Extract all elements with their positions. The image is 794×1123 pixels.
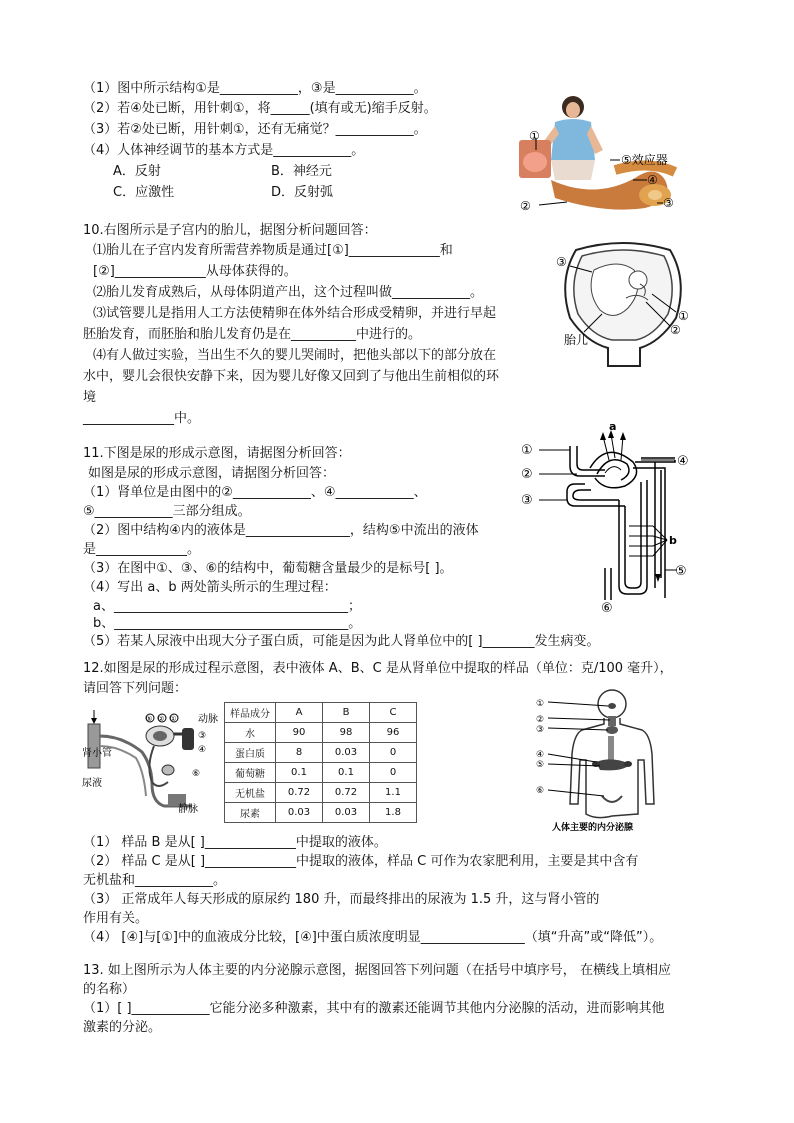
q10-line-8: 境	[83, 390, 97, 405]
fetus-label-fetus: 胎儿	[564, 333, 589, 347]
q13-title: 13. 如上图所示为人体主要的内分泌腺示意图，据图回答下列问题（在括号中填序号， 在横线上填相应	[83, 963, 671, 978]
table-cell: 1.1	[370, 783, 417, 803]
table-cell: 0	[370, 763, 417, 783]
q9-line-3: （3）若②处已断，用针刺①，还有无痛觉？____________。	[83, 122, 427, 137]
q13-line-2: （1）[ ]____________它能分泌多种激素，其中有的激素还能调节其他内分泌腺的活动，进而影响其他	[83, 1001, 665, 1016]
endocrine-label-2: ②	[536, 715, 545, 725]
table-header: B	[323, 703, 370, 723]
table-cell: 蛋白质	[225, 743, 276, 763]
nephron-label-5: ⑤	[675, 564, 687, 579]
table-cell: 尿素	[225, 803, 276, 823]
q13-line-3: 激素的分泌。	[83, 1020, 162, 1035]
sample-table	[224, 702, 417, 823]
q10-line-2: [②]______________从母体获得的。	[93, 264, 297, 279]
q10-line-6: ⑷有人做过实验，当出生不久的婴儿哭闹时，把他头部以下的部分放在	[93, 348, 497, 363]
q12-line-3: （2） 样品 C 是从[ ]______________中提取的液体，样品 C 可作为农家肥利用，主要是其中含有	[83, 854, 639, 869]
fetus-label-1: ①	[678, 309, 689, 323]
q11-line-2: （1）肾单位是由图中的②____________、④____________、	[83, 485, 427, 500]
nephron-label-1: ①	[521, 443, 533, 458]
q10-line-3: ⑵胎儿发育成熟后，从母体阴道产出，这个过程叫做____________。	[93, 285, 484, 300]
nephron-label-2: ②	[521, 467, 533, 482]
table-header-row	[225, 703, 417, 723]
endocrine-label-6: ⑥	[536, 786, 545, 796]
q12-line-5: （3） 正常成年人每天形成的原尿约 180 升，而最终排出的尿液为 1.5 升，这与肾小管的	[83, 892, 600, 907]
table-header: C	[370, 703, 417, 723]
kidney-figure	[82, 706, 220, 814]
q10-line-9: ______________中。	[83, 411, 201, 426]
table-cell: 96	[370, 723, 417, 743]
nephron-label-4: ④	[677, 454, 689, 469]
q12-title: 12.如图是尿的形成过程示意图，表中液体 A、B、C 是从肾单位中提取的样品（单位：克/100 毫升），	[83, 661, 673, 676]
table-cell: 无机盐	[225, 783, 276, 803]
fetus-figure	[548, 240, 698, 372]
q12-line-4: 无机盐和____________。	[83, 873, 227, 888]
table-cell: 0.1	[276, 763, 323, 783]
kidney-label-vein: 静脉	[178, 804, 198, 814]
reflex-label-1: ①	[529, 129, 540, 143]
table-cell: 1.8	[370, 803, 417, 823]
reflex-label-5: ⑤效应器	[621, 153, 668, 167]
option-d: D．反射弧	[271, 185, 334, 200]
table-cell: 0.72	[323, 783, 370, 803]
nephron-figure	[515, 418, 700, 613]
q11-line-7: （4）写出 a、b 两处箭头所示的生理过程：	[83, 580, 337, 595]
q9-line-4: （4）人体神经调节的基本方式是____________。	[83, 143, 365, 158]
table-cell: 98	[323, 723, 370, 743]
q11-line-1: 如图是尿的形成示意图，请据图分析回答：	[88, 466, 336, 481]
table-cell: 0.03	[276, 803, 323, 823]
reflex-label-3: ③	[663, 196, 674, 210]
table-cell: 8	[276, 743, 323, 763]
kidney-label-4: ④	[198, 745, 207, 755]
table-cell: 葡萄糖	[225, 763, 276, 783]
q10-line-4: ⑶试管婴儿是指用人工方法使精卵在体外结合形成受精卵，并进行早起	[93, 306, 497, 321]
fetus-label-3: ③	[556, 255, 567, 269]
nephron-label-a: a	[609, 420, 617, 433]
reflex-label-4: ④	[647, 173, 658, 187]
table-row	[225, 743, 417, 763]
kidney-label-tubule: 肾小管	[82, 748, 112, 759]
kidney-label-2: ②	[158, 715, 165, 723]
kidney-label-3: ③	[198, 731, 207, 741]
kidney-label-urine: 尿液	[82, 778, 102, 789]
fetus-label-2: ②	[670, 323, 681, 337]
q10-line-7: 水中，婴儿会很快安静下来，因为婴儿好像又回到了与他出生前相似的环	[83, 369, 500, 384]
endocrine-label-1: ①	[536, 699, 545, 709]
q12-line-7: （4） [④]与[①]中的血液成分比较，[④]中蛋白质浓度明显________________（填“升高”或“降低”）。	[83, 930, 663, 945]
q11-line-9: b、____________________________________。	[93, 616, 362, 631]
q9-line-1: （1）图中所示结构①是____________，③是____________。	[83, 81, 427, 96]
q10-line-1: ⑴胎儿在子宫内发育所需营养物质是通过[①]______________和	[93, 243, 453, 258]
endocrine-caption: 人体主要的内分泌腺	[552, 823, 634, 833]
q11-line-5: 是______________。	[83, 542, 201, 557]
table-cell: 0.1	[323, 763, 370, 783]
option-a: A．反射	[113, 164, 161, 179]
table-cell: 0.03	[323, 803, 370, 823]
reflex-label-2: ②	[520, 199, 531, 213]
table-cell: 0.03	[323, 743, 370, 763]
table-header: 样品成分	[225, 703, 276, 723]
kidney-label-5: ⑤	[146, 715, 153, 723]
q11-line-6: （3）在图中①、③、⑥的结构中，葡萄糖含量最少的是标号[ ]。	[83, 561, 453, 576]
option-b: B．神经元	[271, 164, 332, 179]
q11-line-10: （5）若某人尿液中出现大分子蛋白质，可能是因为此人肾单位中的[ ]________发生病变。	[83, 634, 600, 649]
table-row	[225, 763, 417, 783]
q10-title: 10.右图所示是子宫内的胎儿，据图分析问题回答：	[83, 223, 377, 238]
table-row	[225, 803, 417, 823]
nephron-label-b: b	[669, 534, 677, 547]
nephron-label-3: ③	[521, 493, 533, 508]
endocrine-label-4: ④	[536, 750, 545, 760]
table-row	[225, 783, 417, 803]
kidney-label-1: ①	[170, 715, 177, 723]
table-row	[225, 723, 417, 743]
q11-line-4: （2）图中结构④内的液体是________________，结构⑤中流出的液体	[83, 523, 479, 538]
q12-line-1: 请回答下列问题：	[83, 681, 188, 696]
endocrine-label-3: ③	[536, 725, 545, 735]
q11-line-3: ⑤____________三部分组成。	[83, 504, 251, 519]
q12-line-2: （1） 样品 B 是从[ ]______________中提取的液体。	[83, 835, 387, 850]
table-header: A	[276, 703, 323, 723]
nephron-label-6: ⑥	[601, 601, 613, 613]
table-cell: 90	[276, 723, 323, 743]
q11-line-8: a、____________________________________；	[93, 599, 361, 614]
q10-line-5: 胚胎发育，而胚胎和胎儿发育仍是在__________中进行的。	[83, 327, 422, 342]
q13-line-1: 的名称）	[83, 982, 136, 997]
q11-title: 11.下图是尿的形成示意图，请据图分析回答：	[83, 446, 351, 461]
q9-line-2: （2）若④处已断，用针刺①，将______(填有或无)缩手反射。	[83, 101, 437, 116]
endocrine-label-5: ⑤	[536, 760, 545, 770]
endocrine-figure	[530, 684, 680, 834]
table-cell: 0.72	[276, 783, 323, 803]
table-cell: 水	[225, 723, 276, 743]
table-cell: 0	[370, 743, 417, 763]
option-c: C．应激性	[113, 185, 175, 200]
reflex-arc-figure	[515, 90, 700, 218]
q12-line-6: 作用有关。	[83, 911, 149, 926]
kidney-label-6: ⑥	[192, 769, 201, 779]
kidney-label-artery: 动脉	[198, 714, 218, 725]
